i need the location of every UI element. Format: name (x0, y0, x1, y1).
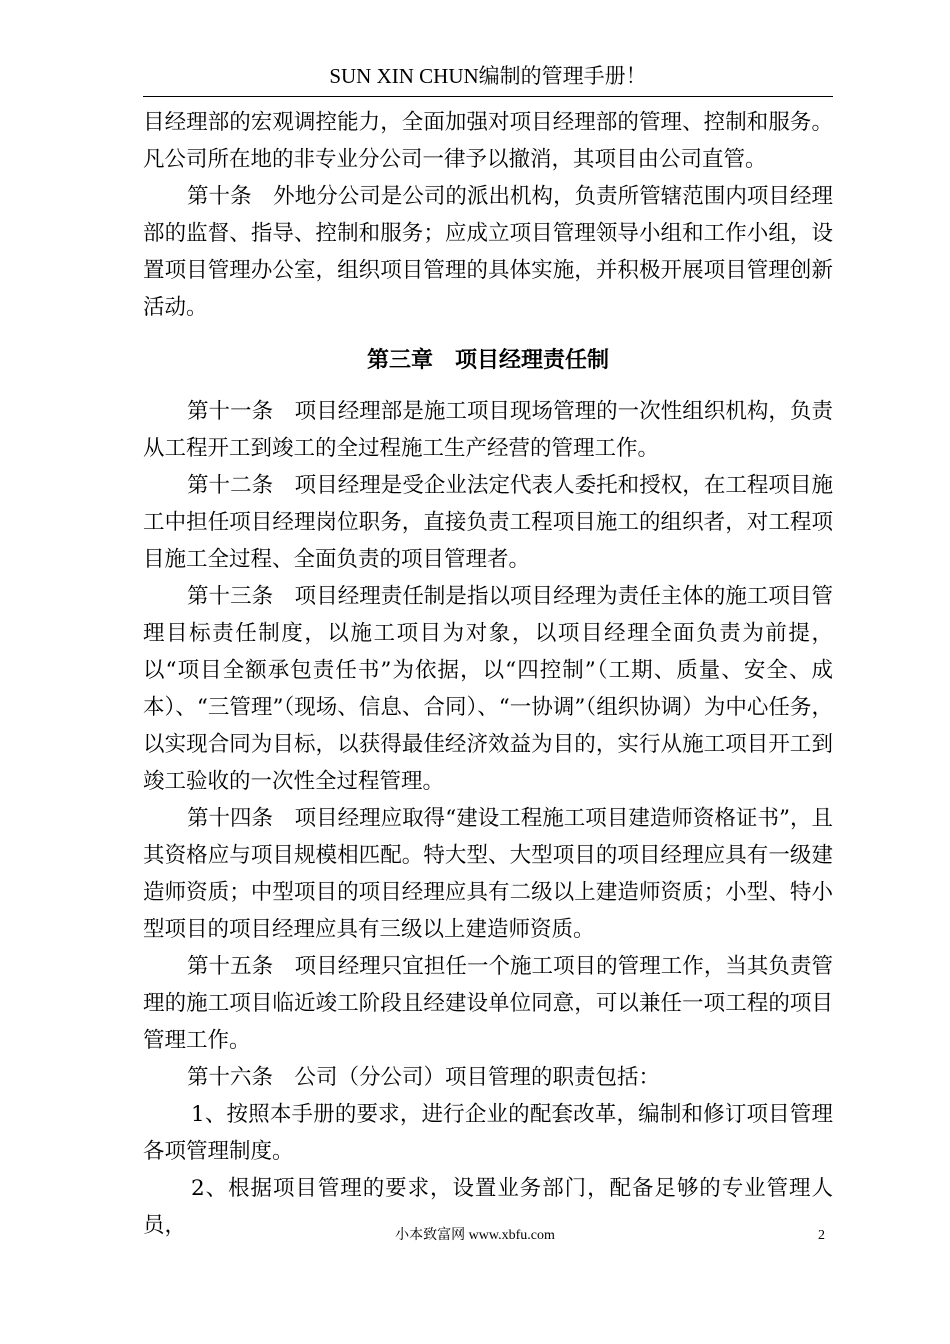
paragraph-article-11: 第十一条 项目经理部是施工项目现场管理的一次性组织机构，负责从工程开工到竣工的全过程施工生产经营的管理工作。 (143, 399, 833, 461)
paragraph-article-15: 第十五条 项目经理只宜担任一个施工项目的管理工作，当其负责管理的施工项目临近竣工阶段且经建设单位同意，可以兼任一项工程的项目管理工作。 (143, 954, 833, 1053)
page-number: 2 (818, 1228, 825, 1243)
header-title: SUN XIN CHUN编制的管理手册！ (329, 64, 647, 88)
paragraph-article-12: 第十二条 项目经理是受企业法定代表人委托和授权，在工程项目施工中担任项目经理岗位职务，直接负责工程项目施工的组织者，对工程项目施工全过程、全面负责的项目管理者。 (143, 473, 833, 572)
paragraph-article-16: 第十六条 公司（分公司）项目管理的职责包括： (187, 1065, 661, 1090)
list-item: 2、根据项目管理的要求，设置业务部门，配备足够的专业管理人员， (143, 1176, 833, 1238)
paragraph-article-13: 第十三条 项目经理责任制是指以项目经理为责任主体的施工项目管理目标责任制度，以施工项目为对象，以项目经理全面负责为前提，以“项目全额承包责任书”为依据，以“四控制”（工期、质量、安全、成本）、“三管理”（现场、信息、合同）、“一协调”（组织协调）为中心任务，以实现合同为目标，以获得最佳经济效益为目的，实行从施工项目开工到竣工验收的一次性全过程管理。 (143, 584, 833, 794)
paragraph-article-14: 第十四条 项目经理应取得“建设工程施工项目建造师资格证书”，且其资格应与项目规模相匹配。特大型、大型项目的项目经理应具有一级建造师资质；中型项目的项目经理应具有二级以上建造师资质；小型、特小型项目的项目经理应具有三级以上建造师资质。 (143, 806, 833, 942)
chapter-heading: 第三章 项目经理责任制 (366, 348, 609, 373)
page-header (143, 56, 833, 97)
footer-site: 小本致富网 www.xbfu.com (395, 1228, 555, 1243)
document-body (143, 104, 833, 1244)
list-item: 1、按照本手册的要求，进行企业的配套改革，编制和修订项目管理各项管理制度。 (143, 1102, 833, 1164)
paragraph: 目经理部的宏观调控能力，全面加强对项目经理部的管理、控制和服务。凡公司所在地的非专业分公司一律予以撤消，其项目由公司直管。 (143, 110, 833, 172)
paragraph-article-10: 第十条 外地分公司是公司的派出机构，负责所管辖范围内项目经理部的监督、指导、控制和服务；应成立项目管理领导小组和工作小组，设置项目管理办公室，组织项目管理的具体实施，并积极开展项目管理创新活动。 (143, 184, 833, 320)
